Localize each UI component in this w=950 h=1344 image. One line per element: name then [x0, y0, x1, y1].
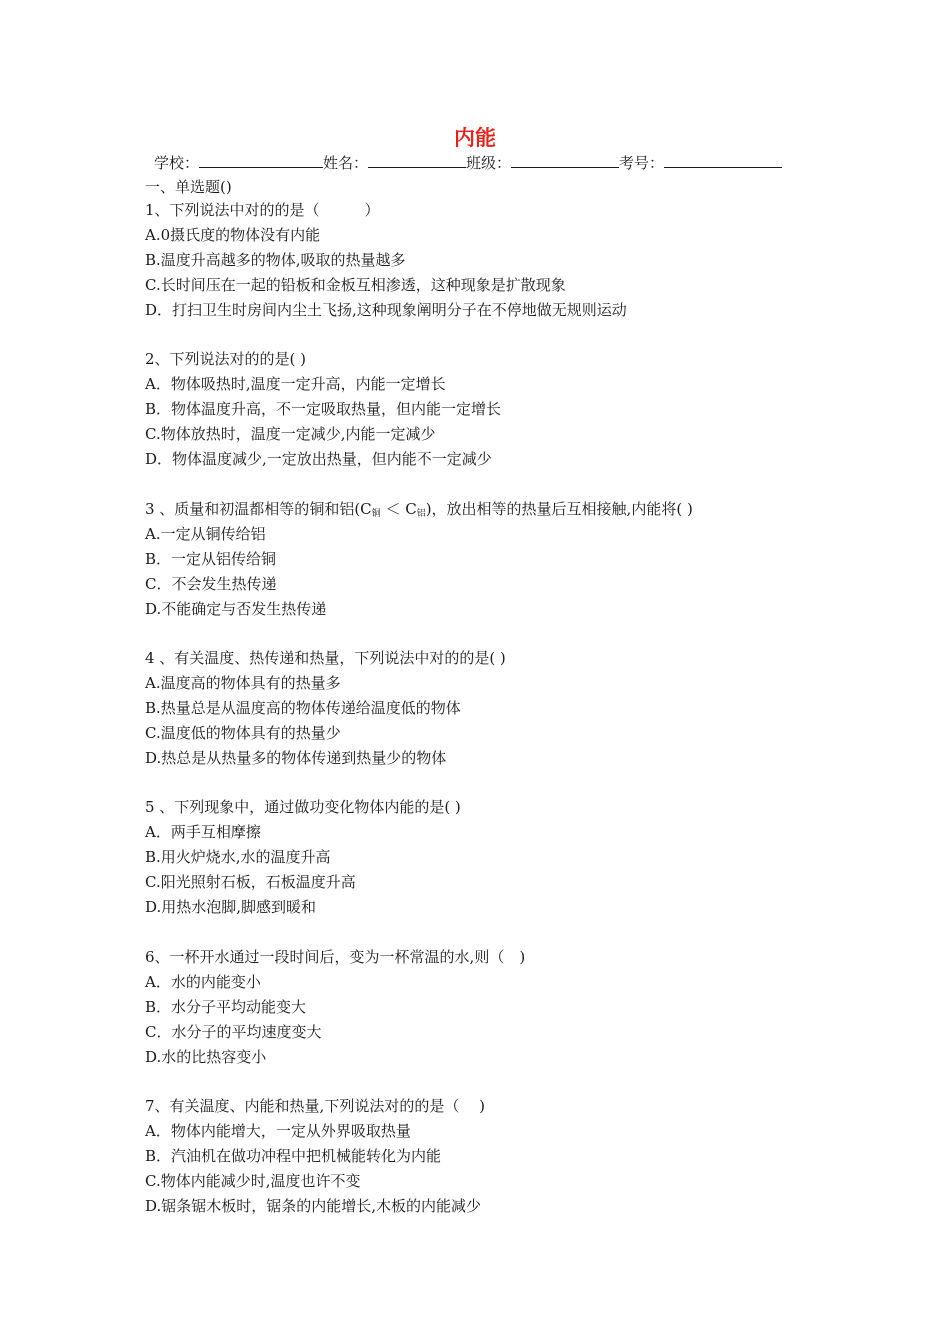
question-stem: 1、下列说法中对的的是（ ）	[145, 201, 380, 219]
option-c[interactable]: C.物体内能减少时,温度也许不变	[145, 1172, 361, 1190]
name-blank[interactable]	[368, 152, 466, 168]
option-c[interactable]: C.温度低的物体具有的热量少	[145, 724, 341, 742]
option-b[interactable]: B.用火炉烧水,水的温度升高	[145, 848, 331, 866]
class-label: 班级：	[466, 154, 512, 172]
school-blank[interactable]	[199, 152, 323, 168]
option-c[interactable]: C.阳光照射石板，石板温度升高	[145, 873, 356, 891]
option-a[interactable]: A．物体吸热时,温度一定升高，内能一定增长	[145, 375, 446, 393]
question-stem: 5 、下列现象中，通过做功变化物体内能的是( )	[145, 798, 461, 816]
student-info-row	[154, 152, 782, 173]
question-stem	[145, 497, 693, 522]
option-b[interactable]: B．汽油机在做功冲程中把机械能转化为内能	[145, 1147, 442, 1165]
stem-text: 3 、质量和初温都相等的铜和铝(C	[145, 500, 372, 518]
question-stem: 6、一杯开水通过一段时间后，变为一杯常温的水,则（ )	[145, 948, 526, 966]
option-d[interactable]: D.用热水泡脚,脚感到暖和	[145, 898, 317, 916]
question-stem: 4 、有关温度、热传递和热量，下列说法中对的的是( )	[145, 649, 506, 667]
option-c[interactable]: C.长时间压在一起的铅板和金板互相渗透，这种现象是扩散现象	[145, 276, 566, 294]
question-stem: 7、有关温度、内能和热量,下列说法对的的是（ )	[145, 1097, 485, 1115]
question-4	[145, 646, 506, 771]
question-7	[145, 1094, 485, 1219]
stem-text: ＜ C	[380, 500, 417, 518]
stem-text: )，放出相等的热量后互相接触,内能将( )	[425, 500, 693, 518]
option-b[interactable]: B.热量总是从温度高的物体传递给温度低的物体	[145, 699, 461, 717]
option-d[interactable]: D.热总是从热量多的物体传递到热量少的物体	[145, 749, 447, 767]
option-d[interactable]: D．物体温度减少,一定放出热量，但内能不一定减少	[145, 450, 492, 468]
exam-number-blank[interactable]	[664, 152, 782, 168]
subscript-copper: 铜	[371, 509, 381, 519]
exam-number-label: 考号：	[619, 154, 665, 172]
option-d[interactable]: D.不能确定与否发生热传递	[145, 600, 327, 618]
option-c[interactable]: C.物体放热时，温度一定减少,内能一定减少	[145, 425, 436, 443]
question-5	[145, 795, 461, 920]
option-a[interactable]: A．水的内能变小	[145, 973, 261, 991]
option-a[interactable]: A．两手互相摩擦	[145, 823, 261, 841]
class-blank[interactable]	[511, 152, 619, 168]
page-title: 内能	[454, 126, 496, 150]
section-heading: 一、单选题()	[145, 178, 232, 196]
question-1	[145, 198, 627, 323]
option-c[interactable]: C．水分子的平均速度变大	[145, 1023, 322, 1041]
question-2	[145, 347, 501, 472]
option-c[interactable]: C．不会发生热传递	[145, 575, 277, 593]
option-d[interactable]: D.锯条锯木板时，锯条的内能增长,木板的内能减少	[145, 1197, 482, 1215]
option-b[interactable]: B．物体温度升高，不一定吸取热量，但内能一定增长	[145, 400, 502, 418]
school-label: 学校：	[154, 154, 200, 172]
option-a[interactable]: A.温度高的物体具有的热量多	[145, 674, 341, 692]
option-b[interactable]: B.温度升高越多的物体,吸取的热量越多	[145, 251, 406, 269]
question-6	[145, 945, 525, 1070]
question-stem: 2、下列说法对的的是( )	[145, 350, 307, 368]
name-label: 姓名：	[323, 154, 369, 172]
option-a[interactable]: A.一定从铜传给铝	[145, 525, 266, 543]
option-b[interactable]: B．水分子平均动能变大	[145, 998, 307, 1016]
option-b[interactable]: B．一定从铝传给铜	[145, 550, 277, 568]
option-d[interactable]: D．打扫卫生时房间内尘土飞扬,这种现象阐明分子在不停地做无规则运动	[145, 301, 627, 319]
subscript-aluminum: 铝	[416, 509, 426, 519]
option-d[interactable]: D.水的比热容变小	[145, 1048, 267, 1066]
option-a[interactable]: A.0摄氏度的物体没有内能	[145, 226, 321, 244]
option-a[interactable]: A．物体内能增大，一定从外界吸取热量	[145, 1122, 411, 1140]
question-3	[145, 497, 693, 622]
